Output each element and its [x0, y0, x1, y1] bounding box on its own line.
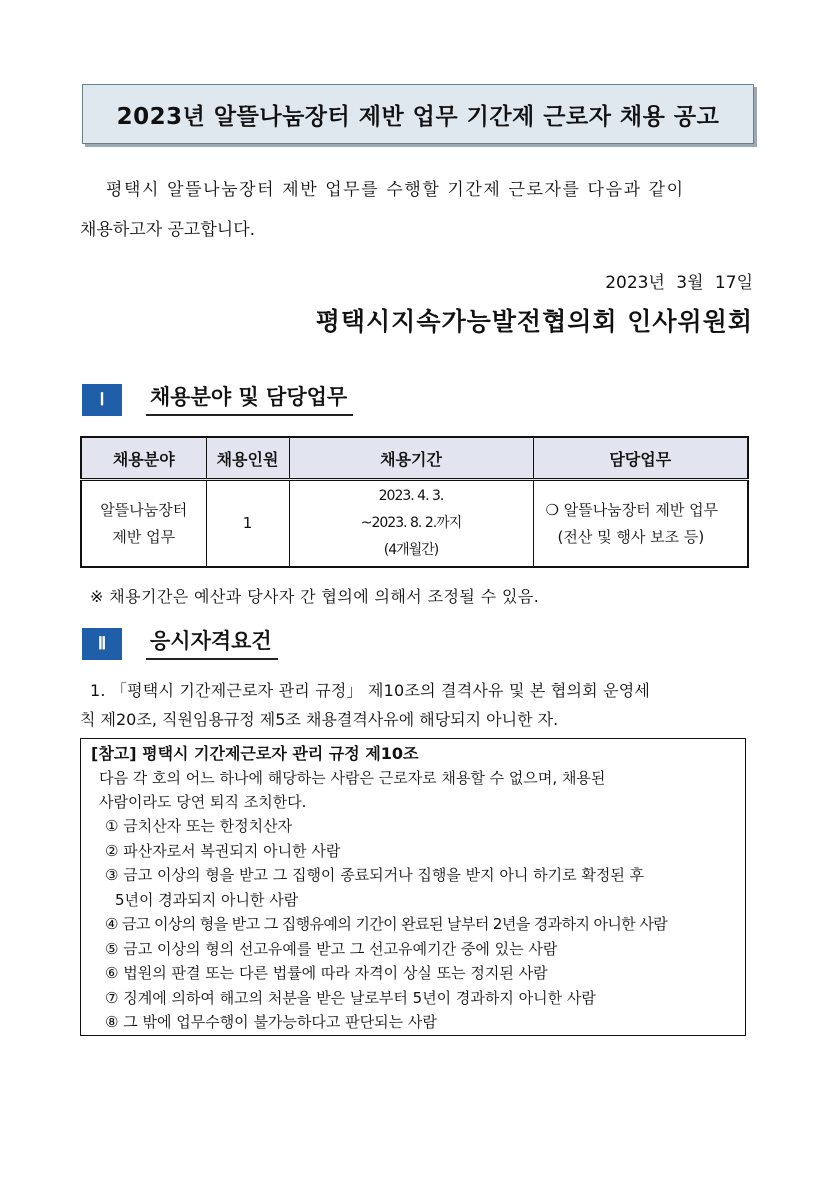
list-item-continuation: 5년이 경과되지 아니한 사람 — [115, 890, 299, 909]
cell-duty — [533, 480, 748, 568]
intro-paragraph — [80, 170, 755, 250]
list-item: ⑦ 징계에 의하여 해고의 처분을 받은 날로부터 5년이 경과하지 아니한 사람 — [105, 988, 596, 1007]
cell-field — [81, 480, 206, 568]
list-item: ⑧ 그 밖에 업무수행이 불가능하다고 판단되는 사람 — [105, 1013, 437, 1031]
period-line-1: 2023. 4. 3. — [378, 488, 444, 504]
recruitment-table — [80, 436, 749, 568]
intro-line-2: 채용하고자 공고합니다. — [80, 220, 256, 240]
section-1-heading — [82, 382, 353, 416]
period-note: ※ 채용기간은 예산과 당사자 간 협의에 의해서 조정될 수 있음. — [90, 587, 540, 606]
reference-title: [참고] 평택시 기간제근로자 관리 규정 제10조 — [91, 744, 419, 763]
requirement-paragraph — [80, 676, 754, 734]
header-duty: 담당업무 — [533, 437, 748, 480]
section-1-number: Ⅰ — [82, 384, 122, 416]
section-2-number: Ⅱ — [82, 628, 122, 660]
header-count: 채용인원 — [206, 437, 289, 480]
requirement-line-1: 1. 「평택시 기간제근로자 관리 규정」 제10조의 결격사유 및 본 협의회 운영세 — [90, 681, 651, 700]
section-2-heading — [82, 626, 278, 660]
list-item: ① 금치산자 또는 한정치산자 — [105, 817, 293, 835]
duty-line-2: (전산 및 행사 보조 등) — [557, 527, 705, 546]
header-field: 채용분야 — [81, 437, 206, 480]
list-item: ② 파산자로서 복권되지 아니한 사람 — [105, 841, 341, 860]
cell-count: 1 — [206, 480, 289, 568]
table-header-row — [81, 437, 748, 480]
announcement-date: 2023년 3월 17일 — [605, 273, 753, 293]
list-item: ⑥ 법원의 판결 또는 다른 법률에 따라 자격이 상실 또는 정지된 사람 — [105, 964, 548, 982]
list-item — [105, 863, 745, 912]
list-item: ④ 금고 이상의 형을 받고 그 집행유예의 기간이 완료된 날부터 2년을 경과하지 아니한 사람 — [105, 915, 668, 933]
section-2-title: 응시자격요건 — [146, 625, 278, 660]
cell-period — [289, 480, 533, 568]
reference-body-line-1: 다음 각 호의 어느 하나에 해당하는 사람은 근로자로 채용할 수 없으며, 채용된 — [99, 769, 606, 787]
header-period: 채용기간 — [289, 437, 533, 480]
list-item: ⑤ 금고 이상의 형의 선고유예를 받고 그 선고유예기간 중에 있는 사람 — [105, 939, 558, 958]
period-line-2: ~2023. 8. 2.까지 — [360, 515, 462, 531]
reference-box — [80, 738, 746, 1036]
organization-name: 평택시지속가능발전협의회 인사위원회 — [315, 307, 753, 336]
page-title: 2023년 알뜰나눔장터 제반 업무 기간제 근로자 채용 공고 — [82, 84, 754, 144]
reference-body-line-2: 사람이라도 당연 퇴직 조치한다. — [99, 793, 307, 811]
field-line-1: 알뜰나눔장터 — [100, 500, 188, 519]
period-line-3: (4개월간) — [383, 542, 439, 558]
intro-line-1: 평택시 알뜰나눔장터 제반 업무를 수행할 기간제 근로자를 다음과 같이 — [106, 180, 685, 200]
list-item-text: ③ 금고 이상의 형을 받고 그 집행이 종료되거나 집행을 받지 아니 하기로 확정된 후 — [105, 866, 645, 884]
field-line-2: 제반 업무 — [112, 527, 176, 546]
requirement-line-2: 칙 제20조, 직원임용규정 제5조 채용결격사유에 해당되지 아니한 자. — [80, 710, 559, 729]
section-1-title: 채용분야 및 담당업무 — [146, 381, 353, 416]
table-row — [81, 480, 748, 568]
duty-line-1: ❍ 알뜰나눔장터 제반 업무 — [545, 500, 719, 519]
